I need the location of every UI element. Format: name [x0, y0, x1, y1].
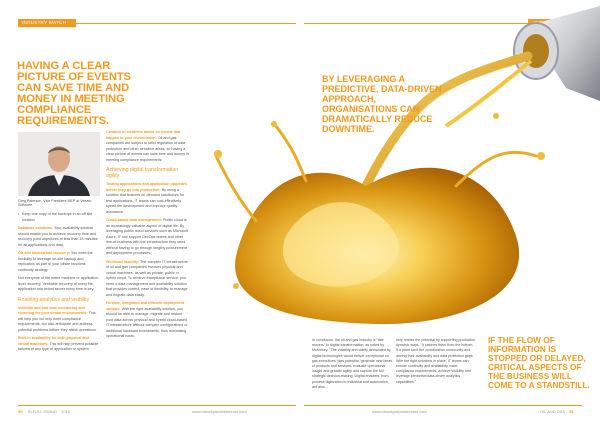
paragraph-text: This will help you not only meet compliance requirements, but also anticipate and address potential problems before they affect operations.: [18, 311, 97, 332]
subheading: Achieving digital transformation agility: [106, 167, 179, 180]
list-item: • Keep one copy of the backups in an off site location: [18, 212, 100, 223]
pull-quote-top: BY LEVERAGING A PREDICTIVE, DATA-DRIVEN APPROACH, ORGANISATIONS CAN DRAMATICALLY REDUCE DOWNTIME.: [322, 74, 442, 134]
paragraph-lead: Built-in availability for both physical and virtual machines:: [18, 336, 89, 346]
paragraph-lead: Testing applications and application upgrades before they go into production:: [106, 182, 188, 192]
paragraph-lead: Off-site backup and recovery:: [18, 251, 71, 255]
footer-url-right: www.oilandgasmiddleeast.com: [372, 409, 427, 414]
footer-left: [18, 409, 70, 414]
paragraph-lead: Creation of incidents based on events that happen in your environment:: [106, 130, 181, 140]
bottom-column-1: In conclusion, the oil and gas industry is "late movers" to digital transformation, as noted by McKinsey. "The volatility and clarity demanded by digital technologies would deliver exceptional on gas executives' bias potential, generate new ideas of products and services, evaluate operational insight and greater agility and capture the full strategic decision-making. Digital enablers, from process digitization to industrial and automation, are also...: [312, 338, 392, 389]
subheading: Enabling analytics and visibility: [18, 296, 90, 303]
footer-right: [540, 409, 574, 414]
paragraph-text: You need the flexibility to leverage on-site backup and replication as part of your offsite business continuity strategy.: [18, 251, 93, 272]
paragraph-text: With the right availability solution, you should be able to manage, migrate and restore your data across physical and hybrid cloud-based IT infrastructure without complex configurations or additional hardware investments, thus minimising operational costs.: [106, 306, 188, 339]
paragraph-text: Not everyone of the entire machine or application-level recovery. Verifiable recovery of every file, application and virtual server every time is key.: [18, 276, 100, 291]
paragraph-text: By using a solution that features on-demand sandboxes for test applications, IT teams can cost-effectively speed the development and improve quality assurance.: [106, 187, 185, 214]
pull-quote-bottom: IF THE FLOW OF INFORMATION IS STOPPED OR DELAYED, CRITICAL ASPECTS OF THE BUSINESS WILL COME TO A STANDSTILL.: [488, 335, 590, 390]
page-number: 91: [569, 409, 574, 414]
page-number: 90: [18, 409, 23, 414]
oil-pour-image: [196, 6, 600, 326]
paragraph-text: Public cloud is an increasingly valuable aspect of digital life. By leveraging public cloud services such as Microsoft Azure, IT can support DevOps teams and other line-of-business with the infrastructure they need without having to go through lengthy procurement and deployment processes.: [106, 218, 188, 256]
magazine-name: OIL AND GAS: [540, 409, 566, 414]
paragraph-lead: Database solutions:: [18, 226, 54, 230]
paragraph-text: This will help prevent possible failures of any type of application or system.: [18, 341, 99, 352]
footer-url-left: www.oilandgasmiddleeast.com: [192, 409, 247, 414]
paragraph-lead: Visibility and real-time monitoring and reporting for your virtual environments:: [18, 305, 88, 316]
footer-rule-left: [18, 405, 296, 406]
paragraph-text: Your availability solution should enable you to achieve recovery time and recovery point objectives of less than 15 minutes for all applications and data.: [18, 226, 98, 247]
author-photo: [18, 132, 100, 196]
left-column: [18, 212, 100, 356]
middle-column: [106, 130, 190, 343]
photo-caption: Greg Paterson, Vice President MEP at Veeam Software: [18, 199, 92, 208]
article-headline: HAVING A CLEAR PICTURE OF EVENTS CAN SAVE TIME AND MONEY IN MEETING COMPLIANCE REQUIREMENTS.: [17, 60, 131, 127]
paragraph-text: Oil and gas companies are subject to strict regulation of data protection and other sensitive areas, so having a clear picture of events can save time and money in meeting compliance requirements.: [106, 135, 190, 162]
section-tab-left: INDUSTRY WATCH: [18, 19, 76, 27]
bottom-column-2: help realize the potential by supporting production dynamic ways. "It catches them from the bottom. If a plant can't the coordination community and driving their availability and data protection gaps. With the right solutions in place, IT teams can ensure continuity and availability, meet compliance requirements, achieve visibility and leverage predictive/data-driven analytics capabilities.": [396, 338, 476, 384]
paragraph-text: The complex IT infrastructure of oil and gas companies involves physical and virtual machines, as well as private, public or hybrid cloud. To achieve exceptional service, you need a data management and availability solution that provides control, ease of flexibility, to manage and migrate data easily.: [106, 259, 188, 297]
magazine-name: IN FULL SWING: [27, 409, 57, 414]
issue-number: 1010: [61, 409, 71, 414]
paragraph-lead: Flexible, integrated and efficient deployment options:: [106, 301, 185, 311]
footer-rule-right: [304, 405, 582, 406]
paragraph-lead: Cloud-based data management:: [106, 218, 162, 223]
paragraph-lead: Workload mobility:: [106, 259, 140, 264]
